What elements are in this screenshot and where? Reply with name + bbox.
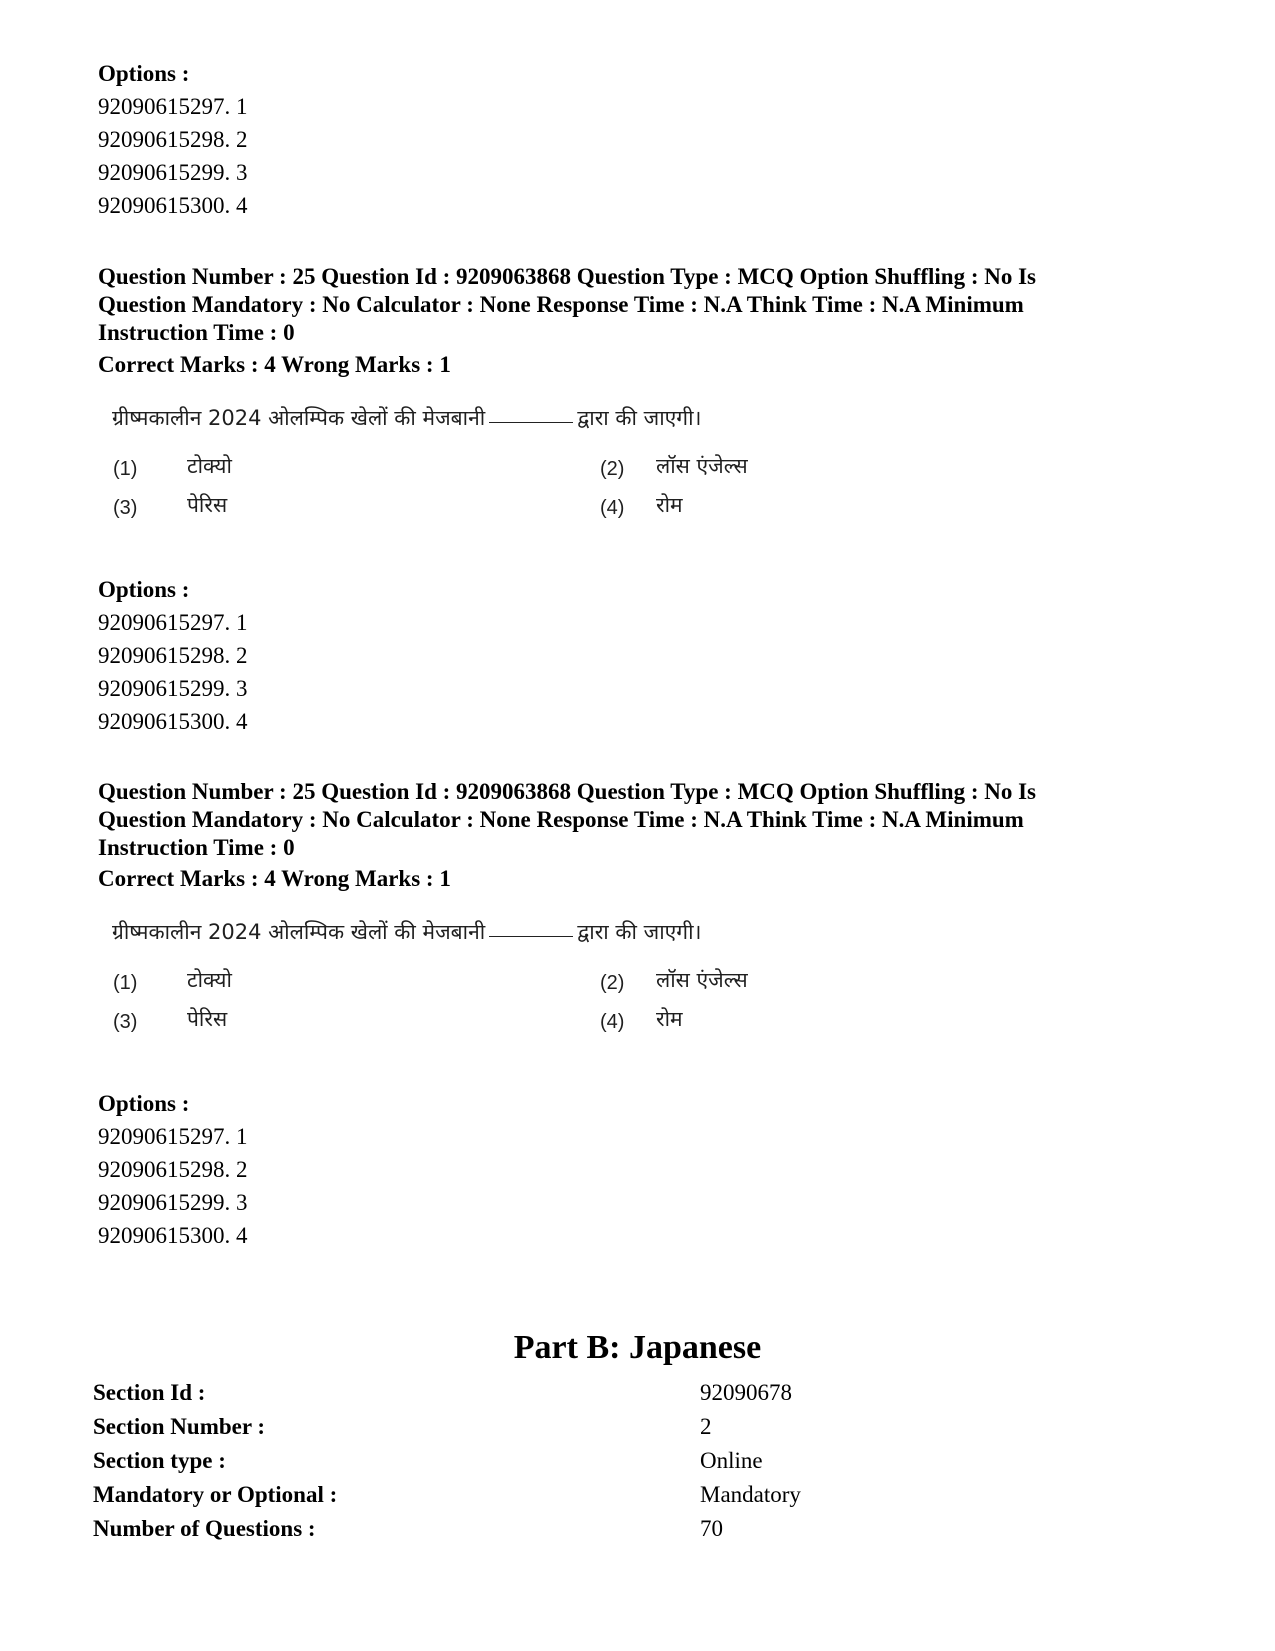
choice-text: टोक्यो <box>187 968 232 992</box>
question-marks: Correct Marks : 4 Wrong Marks : 1 <box>98 866 451 891</box>
option-line: 92090615299. 3 <box>98 160 248 185</box>
choice-number: (4) <box>600 497 625 519</box>
choice-text: टोक्यो <box>187 454 232 478</box>
choice-number: (3) <box>113 1011 138 1033</box>
option-line: 92090615300. 4 <box>98 709 248 734</box>
question-stem <box>112 403 702 433</box>
choice-number: (2) <box>600 458 625 480</box>
option-line: 92090615298. 2 <box>98 1157 248 1182</box>
question-metadata-line: Question Mandatory : No Calculator : None Response Time : N.A Think Time : N.A Minimum <box>98 807 1024 832</box>
question-stem-after: द्वारा की जाएगी। <box>577 406 702 430</box>
mandatory-optional-value: Mandatory <box>700 1482 801 1507</box>
answer-blank <box>489 422 573 423</box>
choice-text: रोम <box>656 1007 683 1031</box>
options-heading: Options : <box>98 577 190 602</box>
choice-text: पेरिस <box>187 1007 228 1031</box>
choice-number: (1) <box>113 458 138 480</box>
question-stem-after: द्वारा की जाएगी। <box>577 920 702 944</box>
question-metadata <box>98 778 1178 862</box>
choice-number: (4) <box>600 1011 625 1033</box>
choice-text: पेरिस <box>187 493 228 517</box>
choice-number: (3) <box>113 497 138 519</box>
answer-blank <box>489 936 573 937</box>
section-type-value: Online <box>700 1448 763 1473</box>
section-id-value: 92090678 <box>700 1380 792 1405</box>
section-type-label: Section type : <box>93 1448 226 1473</box>
option-line: 92090615300. 4 <box>98 193 248 218</box>
question-metadata-line: Question Number : 25 Question Id : 9209063868 Question Type : MCQ Option Shuffling : No Is <box>98 779 1037 804</box>
number-of-questions-value: 70 <box>700 1516 723 1541</box>
question-metadata <box>98 263 1178 347</box>
question-metadata-line: Instruction Time : 0 <box>98 835 295 860</box>
section-number-value: 2 <box>700 1414 712 1439</box>
question-stem-before: ग्रीष्मकालीन 2024 ओलम्पिक खेलों की मेजबानी <box>112 920 486 944</box>
mandatory-optional-label: Mandatory or Optional : <box>93 1482 338 1507</box>
choice-text: रोम <box>656 493 683 517</box>
option-line: 92090615298. 2 <box>98 127 248 152</box>
choice-number: (1) <box>113 972 138 994</box>
option-line: 92090615297. 1 <box>98 610 248 635</box>
question-stem-before: ग्रीष्मकालीन 2024 ओलम्पिक खेलों की मेजबानी <box>112 406 486 430</box>
question-metadata-line: Question Number : 25 Question Id : 9209063868 Question Type : MCQ Option Shuffling : No Is <box>98 264 1037 289</box>
question-metadata-line: Instruction Time : 0 <box>98 320 295 345</box>
option-line: 92090615299. 3 <box>98 676 248 701</box>
option-line: 92090615299. 3 <box>98 1190 248 1215</box>
option-line: 92090615298. 2 <box>98 643 248 668</box>
choice-text: लॉस एंजेल्स <box>656 968 748 992</box>
part-title: Part B: Japanese <box>513 1329 762 1366</box>
option-line: 92090615297. 1 <box>98 94 248 119</box>
section-number-label: Section Number : <box>93 1414 266 1439</box>
section-id-label: Section Id : <box>93 1380 206 1405</box>
question-marks: Correct Marks : 4 Wrong Marks : 1 <box>98 352 451 377</box>
choice-number: (2) <box>600 972 625 994</box>
question-stem <box>112 917 702 947</box>
options-heading: Options : <box>98 61 190 86</box>
choice-text: लॉस एंजेल्स <box>656 454 748 478</box>
options-heading: Options : <box>98 1091 190 1116</box>
question-metadata-line: Question Mandatory : No Calculator : None Response Time : N.A Think Time : N.A Minimum <box>98 292 1024 317</box>
option-line: 92090615300. 4 <box>98 1223 248 1248</box>
option-line: 92090615297. 1 <box>98 1124 248 1149</box>
number-of-questions-label: Number of Questions : <box>93 1516 316 1541</box>
